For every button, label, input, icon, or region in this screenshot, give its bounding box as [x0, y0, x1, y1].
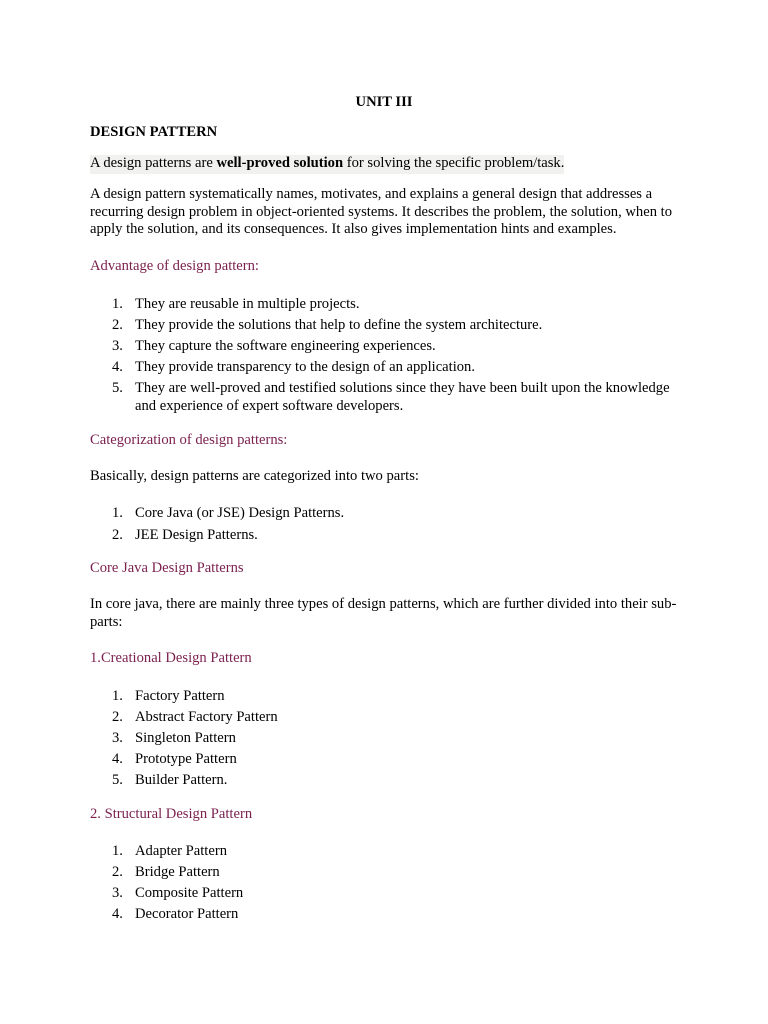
list-item-text: They capture the software engineering experiences. [135, 338, 436, 354]
list-item [90, 525, 680, 547]
categorization-text: Basically, design patterns are categorized into two parts: [90, 468, 419, 484]
advantages-heading: Advantage of design pattern: [90, 258, 259, 274]
list-item [90, 315, 680, 336]
intro-bold-text: well-proved solution [216, 155, 344, 171]
structural-heading: 2. Structural Design Pattern [90, 806, 253, 822]
unit-title: UNIT III [355, 94, 413, 110]
list-item-text: Decorator Pattern [135, 906, 239, 922]
section-title: DESIGN PATTERN [90, 124, 218, 140]
core-java-heading: Core Java Design Patterns [90, 560, 244, 576]
list-item [90, 841, 680, 862]
list-item [90, 294, 680, 315]
list-item [90, 336, 680, 357]
intro-highlight [90, 155, 564, 174]
list-number: 1. [112, 505, 123, 521]
list-item-text: Prototype Pattern [135, 751, 237, 767]
list-number: 4. [112, 359, 123, 375]
list-item [90, 380, 680, 415]
list-item [90, 904, 680, 925]
list-number: 1. [112, 296, 123, 312]
list-item-text: Builder Pattern. [135, 772, 228, 788]
intro-text-after: for solving the specific problem/task. [343, 155, 565, 171]
list-item [90, 707, 680, 728]
list-item-text: Abstract Factory Pattern [135, 709, 278, 725]
creational-heading: 1.Creational Design Pattern [90, 650, 252, 666]
list-number: 5. [112, 772, 123, 788]
intro-paragraph [90, 155, 680, 174]
list-number: 1. [112, 843, 123, 859]
list-item [90, 503, 680, 525]
list-item [90, 883, 680, 904]
structural-list [90, 841, 680, 925]
list-number: 2. [112, 864, 123, 880]
list-number: 2. [112, 709, 123, 725]
list-item-text: Singleton Pattern [135, 730, 236, 746]
categorization-heading: Categorization of design patterns: [90, 432, 288, 448]
creational-list [90, 686, 680, 791]
list-number: 2. [112, 317, 123, 333]
list-number: 2. [112, 526, 123, 543]
core-java-text: In core java, there are mainly three types of design patterns, which are further divided into their sub-parts: [90, 596, 677, 630]
intro-text-before: A design patterns are [90, 155, 217, 171]
list-number: 3. [112, 730, 123, 746]
list-number: 4. [112, 751, 123, 767]
list-item-text: Core Java (or JSE) Design Patterns. [135, 505, 345, 521]
description-paragraph: A design pattern systematically names, motivates, and explains a general design that addresses a recurring design problem in object-oriented systems. It describes the problem, the solution, when to apply the solution, and its consequences. It also gives implementation hints and examples. [90, 186, 672, 237]
list-item [90, 357, 680, 378]
list-item-text: Composite Pattern [135, 885, 244, 901]
list-number: 1. [112, 688, 123, 704]
list-item [90, 686, 680, 707]
list-item [90, 862, 680, 883]
list-item-text: Factory Pattern [135, 688, 225, 704]
list-item-text: JEE Design Patterns. [135, 526, 258, 543]
list-number: 3. [112, 885, 123, 901]
list-item-text: Bridge Pattern [135, 864, 220, 880]
list-number: 3. [112, 338, 123, 354]
list-item [90, 728, 680, 749]
categorization-list [90, 503, 680, 546]
list-number: 4. [112, 906, 123, 922]
list-item [90, 770, 680, 791]
list-number: 5. [112, 380, 123, 396]
list-item-text: They are well-proved and testified solutions since they have been built upon the knowledge and experience of expert software developers. [135, 380, 670, 414]
advantages-list [90, 294, 680, 415]
list-item-text: Adapter Pattern [135, 843, 227, 859]
list-item-text: They provide the solutions that help to define the system architecture. [135, 317, 543, 333]
list-item-text: They provide transparency to the design of an application. [135, 359, 476, 375]
list-item [90, 749, 680, 770]
list-item-text: They are reusable in multiple projects. [135, 296, 360, 312]
